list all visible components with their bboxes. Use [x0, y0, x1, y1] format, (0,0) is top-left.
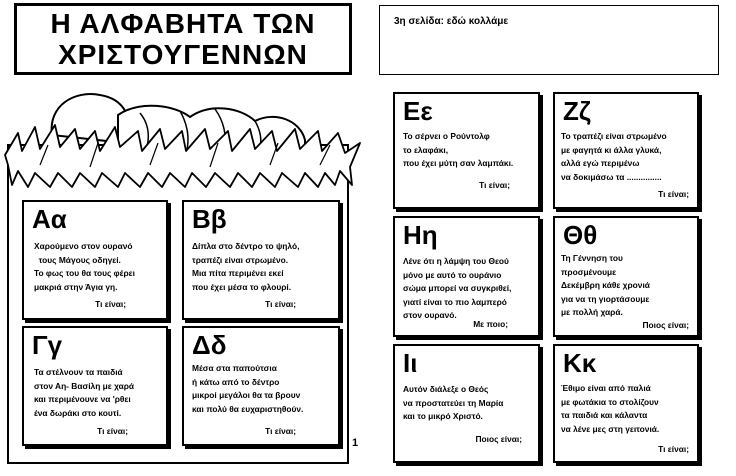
card-eta — [393, 216, 540, 337]
card-answer-prompt: Ποιος είναι; — [642, 320, 689, 330]
card-letter: Ιι — [403, 348, 418, 378]
card-letter: Γγ — [32, 330, 63, 360]
card-alpha — [22, 200, 168, 320]
title-line-1: Η ΑΛΦΑΒΗΤΑ ΤΩΝ — [50, 8, 316, 39]
card-letter: Αα — [32, 204, 67, 234]
card-answer-prompt: Τι είναι; — [97, 426, 128, 436]
card-answer-prompt: Τι είναι; — [265, 299, 296, 309]
card-riddle: Λένε ότι η λάμψη του Θεού μόνο με αυτό το ουράνιο σώμα μπορεί να συγκριθεί, γιατί είναι το πιο λαμπερό στον ουρανό. — [403, 256, 512, 321]
card-theta — [553, 216, 699, 337]
glue-note-text: 3η σελίδα: εδώ κολλάμε — [394, 16, 509, 27]
card-zeta — [553, 92, 699, 209]
card-riddle: Το σέρνει ο Ρούντολφ το ελαφάκι, που έχει μύτη σαν λαμπάκι. — [403, 131, 514, 169]
title-line-2: ΧΡΙΣΤΟΥΓΕΝΝΩΝ — [58, 39, 308, 70]
card-answer-prompt: Τι είναι; — [479, 180, 510, 190]
card-answer-prompt: Τι είναι; — [658, 189, 689, 199]
card-epsilon — [393, 92, 540, 209]
card-answer-prompt: Τι είναι; — [658, 444, 689, 454]
card-riddle: Αυτόν διάλεξε ο Θεός να προστατεύει τη Μαρία και το μικρό Χριστό. — [403, 384, 504, 422]
card-letter: Θθ — [563, 220, 598, 250]
card-letter: Ββ — [192, 204, 227, 234]
card-delta — [182, 326, 340, 446]
card-riddle: Έθιμο είναι από παλιά με φωτάκια το στολίζουν τα παιδιά και κάλαντα να λένε μες στη γειτονιά. — [561, 383, 660, 434]
card-answer-prompt: Ποιος είναι; — [475, 434, 522, 444]
card-letter: Εε — [403, 96, 433, 126]
card-beta — [182, 200, 340, 320]
card-letter: Κκ — [563, 348, 597, 378]
card-gamma — [22, 326, 168, 446]
card-iota — [393, 344, 540, 463]
title-box — [14, 3, 352, 75]
card-letter: Ηη — [403, 220, 438, 250]
card-riddle: Το τραπέζι είναι στρωμένο με φαγητά κι άλλα γλυκά, αλλά εγώ περιμένω να δοκιμάσω τα ............... — [561, 131, 667, 182]
card-riddle: Τη Γέννηση του προσμένουμε Δεκέμβρη κάθε χρονιά για να τη γιορτάσουμε με πολλή χαρά. — [561, 253, 650, 318]
card-riddle: Δίπλα στο δέντρο το ψηλό, τραπέζι είναι στρωμένο. Μια πίτα περιμένει εκεί που έχει μέσα το φλουρί. — [192, 241, 300, 292]
card-letter: Δδ — [192, 330, 227, 360]
glue-note-box — [379, 5, 719, 75]
card-answer-prompt: Τι είναι; — [265, 426, 296, 436]
card-letter: Ζζ — [563, 96, 591, 126]
card-kappa — [553, 344, 699, 463]
card-answer-prompt: Τι είναι; — [95, 299, 126, 309]
card-riddle: Μέσα στα παπούτσια ή κάτω από το δέντρο μικροί μεγάλοι θα τα βρουν και πολύ θα ευχαριστηθούν. — [192, 363, 304, 414]
card-riddle: Τα στέλνουν τα παιδιά στον Αη- Βασίλη με χαρά και περιμένουνε να 'ρθει ένα δωράκι στο κουτί. — [34, 367, 135, 418]
card-riddle: Χαρούμενο στον ουρανό τους Μάγους οδηγεί. Το φως του θα τους φέρει μακριά στην Άγια γη. — [34, 241, 135, 292]
card-answer-prompt: Με ποιο; — [473, 319, 508, 329]
page-number: 1 — [352, 437, 359, 449]
